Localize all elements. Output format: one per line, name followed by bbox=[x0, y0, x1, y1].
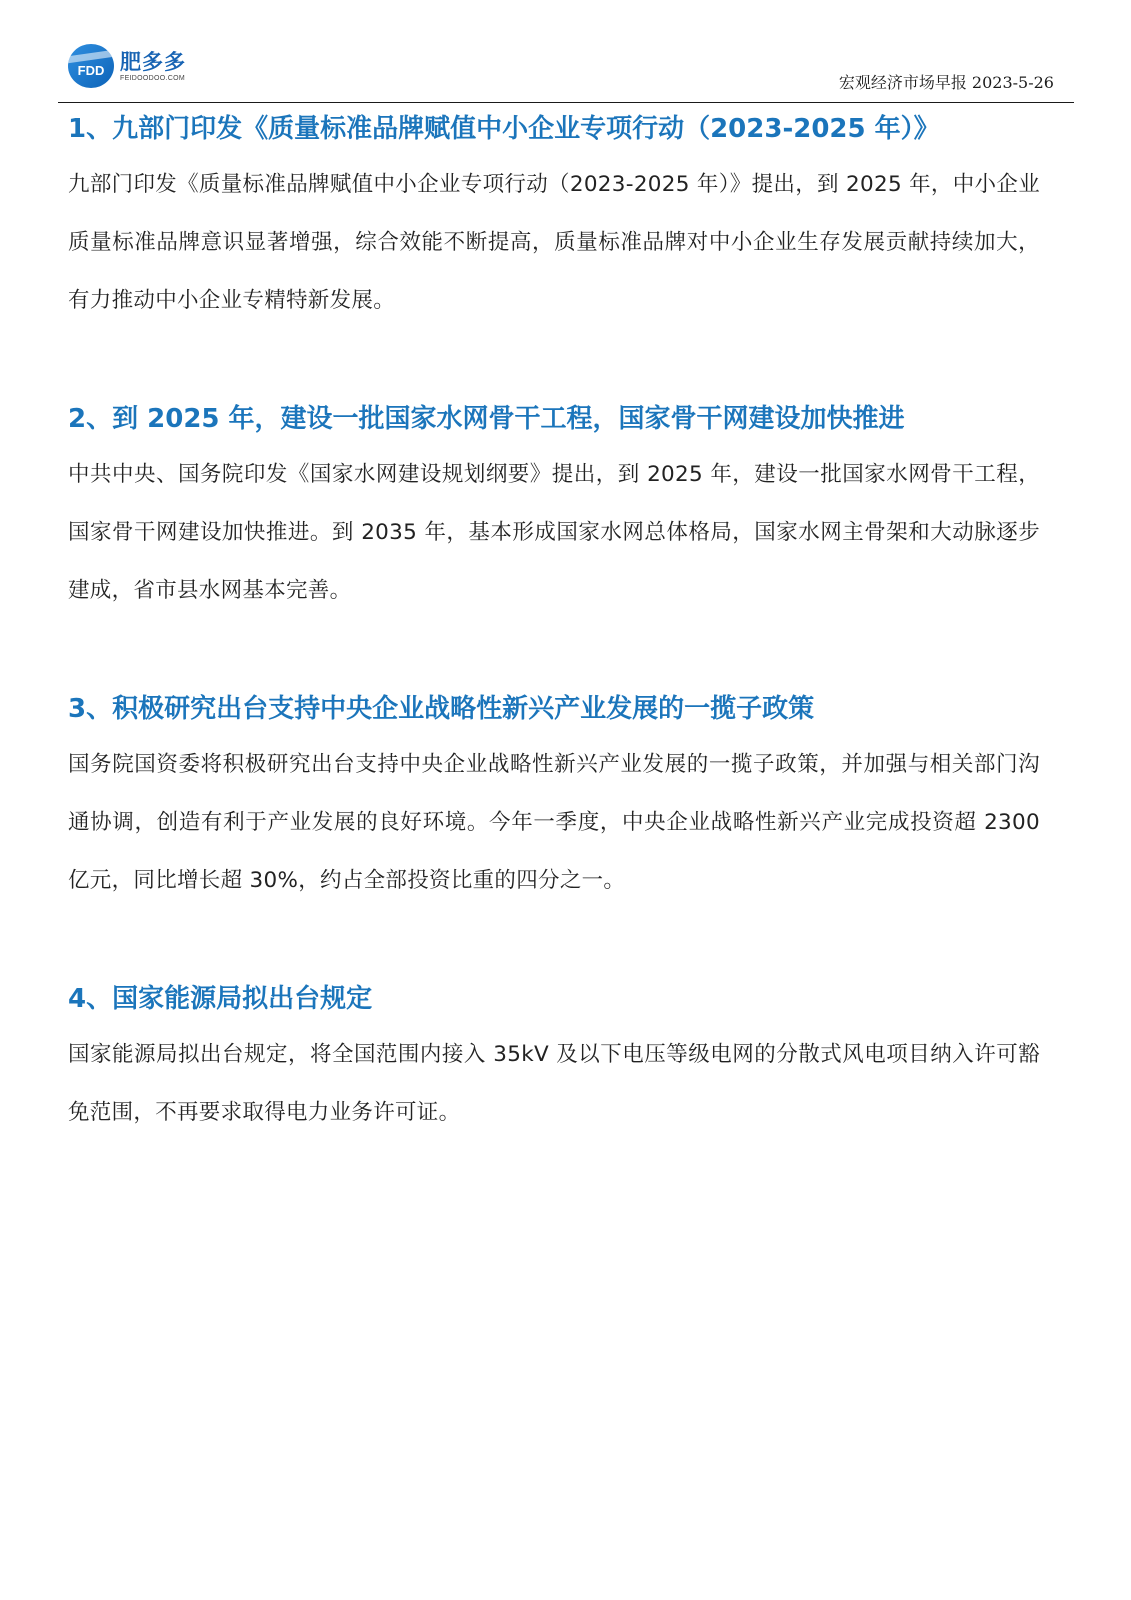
article-body: 九部门印发《质量标准品牌赋值中小企业专项行动（2023-2025 年）》提出，到 2025 年，中小企业质量标准品牌意识显著增强，综合效能不断提高，质量标准品牌对中小企业生存发展贡献持续加大，有力推动中小企业专精特新发展。 bbox=[68, 172, 1040, 313]
page-header bbox=[58, 36, 1074, 103]
article-title: 3、积极研究出台支持中央企业战略性新兴产业发展的一揽子政策 bbox=[68, 694, 815, 724]
article-body: 国务院国资委将积极研究出台支持中央企业战略性新兴产业发展的一揽子政策，并加强与相关部门沟通协调，创造有利于产业发展的良好环境。今年一季度，中央企业战略性新兴产业完成投资超 2300 亿元，同比增长超 30%，约占全部投资比重的四分之一。 bbox=[68, 752, 1040, 893]
company-logo bbox=[68, 44, 186, 88]
article-body: 中共中央、国务院印发《国家水网建设规划纲要》提出，到 2025 年，建设一批国家水网骨干工程，国家骨干网建设加快推进。到 2035 年，基本形成国家水网总体格局，国家水网主骨架和大动脉逐步建成，省市县水网基本完善。 bbox=[68, 462, 1040, 603]
logo-wordmark bbox=[120, 50, 186, 83]
logo-badge-text: FDD bbox=[77, 62, 105, 78]
report-title: 宏观经济市场早报 2023-5-26 bbox=[838, 73, 1054, 92]
article-2 bbox=[68, 392, 1040, 620]
logo-name: 肥多多 bbox=[120, 49, 186, 74]
article-3 bbox=[68, 682, 1040, 910]
article-title: 2、到 2025 年，建设一批国家水网骨干工程，国家骨干网建设加快推进 bbox=[68, 404, 905, 434]
logo-domain: FEIDOODOO.COM bbox=[120, 74, 185, 82]
article-title: 4、国家能源局拟出台规定 bbox=[68, 984, 373, 1014]
article-title: 1、九部门印发《质量标准品牌赋值中小企业专项行动（2023-2025 年）》 bbox=[68, 114, 940, 144]
article-body: 国家能源局拟出台规定，将全国范围内接入 35kV 及以下电压等级电网的分散式风电项目纳入许可豁免范围，不再要求取得电力业务许可证。 bbox=[68, 1042, 1040, 1125]
logo-badge-icon bbox=[68, 44, 114, 88]
article-1 bbox=[68, 102, 1040, 330]
article-4 bbox=[68, 972, 1040, 1142]
